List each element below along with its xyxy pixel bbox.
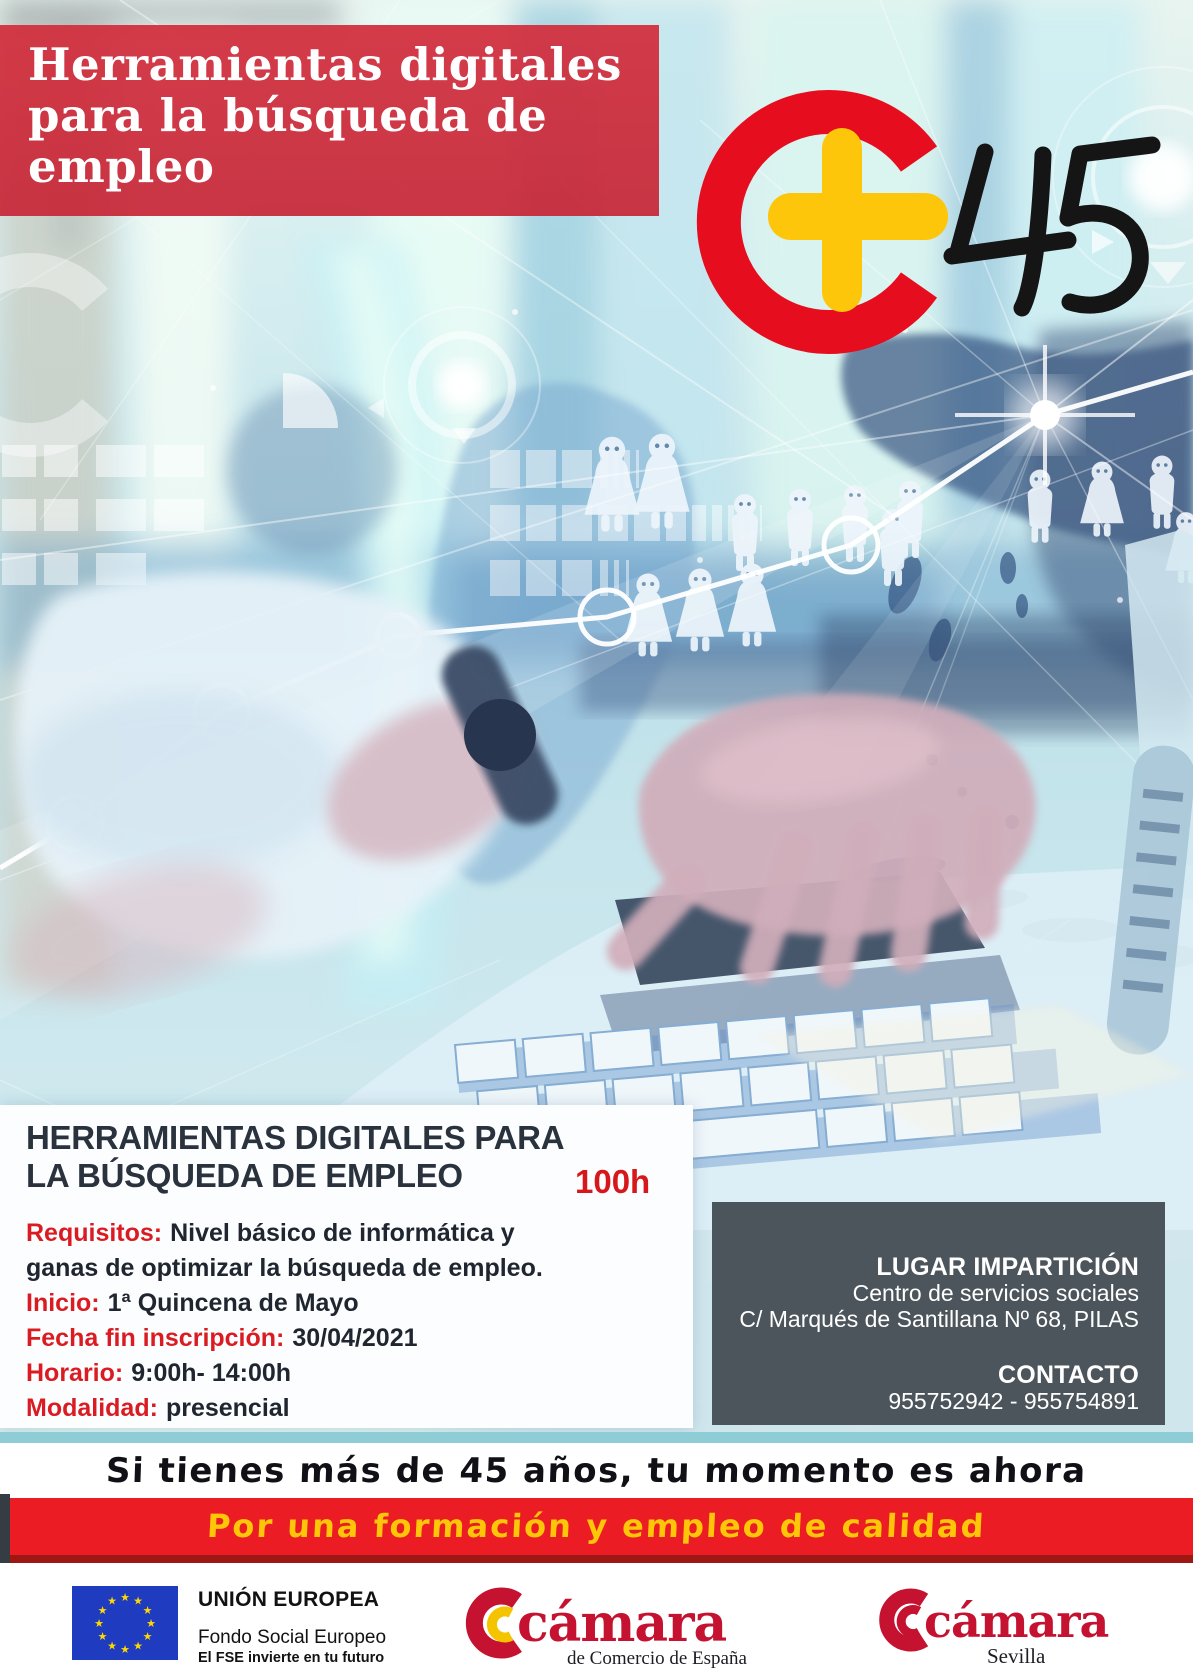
red-banner xyxy=(0,1498,1193,1555)
eu-line2: El FSE invierte en tu futuro xyxy=(198,1650,385,1666)
eu-title: UNIÓN EUROPEA xyxy=(198,1588,380,1611)
logo-45-number xyxy=(952,145,1152,308)
svg-text:★: ★ xyxy=(94,1617,104,1630)
course-row-fecha-fin: Fecha fin inscripción: 30/04/2021 xyxy=(26,1324,418,1352)
svg-text:★: ★ xyxy=(133,1594,143,1608)
svg-text:★: ★ xyxy=(120,1643,130,1656)
title-banner xyxy=(0,25,659,216)
camara-subtitle: de Comercio de España xyxy=(567,1648,747,1669)
c-plus-45-logo xyxy=(640,70,1193,380)
svg-text:★: ★ xyxy=(120,1591,130,1604)
tagline-strip xyxy=(0,1443,1193,1498)
svg-text:★: ★ xyxy=(107,1639,117,1653)
camara-subtitle: Sevilla xyxy=(987,1644,1046,1668)
camara-c-inner xyxy=(901,1610,919,1634)
svg-text:★: ★ xyxy=(133,1639,143,1653)
svg-text:★: ★ xyxy=(146,1617,156,1630)
location-box xyxy=(712,1202,1165,1425)
course-row-modalidad: Modalidad: presencial xyxy=(26,1394,290,1422)
title-line: empleo xyxy=(28,140,215,193)
title-line: Herramientas digitales xyxy=(28,38,622,91)
left-notch xyxy=(0,1494,10,1563)
course-title: HERRAMIENTAS DIGITALES PARA LA BÚSQUEDA DE EMPLEO xyxy=(26,1119,564,1194)
eu-line1: Fondo Social Europeo xyxy=(198,1627,387,1648)
teal-divider xyxy=(0,1432,1193,1443)
camara-c-inner-yellow xyxy=(492,1612,511,1638)
camara-espana-logo xyxy=(455,1583,755,1671)
title-line: para la búsqueda de xyxy=(28,89,548,142)
course-row-requisitos-cont: ganas de optimizar la búsqueda de empleo. xyxy=(26,1254,543,1282)
course-info-box xyxy=(0,1105,693,1428)
footer xyxy=(0,1563,1193,1677)
svg-text:★: ★ xyxy=(142,1630,153,1643)
banner-underline xyxy=(0,1555,1193,1563)
banner-text: Por una formación y empleo de calidad xyxy=(206,1507,987,1545)
location-address-1: Centro de servicios sociales xyxy=(852,1280,1139,1306)
eu-flag-icon xyxy=(72,1586,178,1660)
course-row-requisitos: Requisitos: Nivel básico de informática y xyxy=(26,1219,515,1247)
svg-text:★: ★ xyxy=(97,1630,108,1643)
camara-wordmark: cámara xyxy=(924,1594,1109,1648)
camara-wordmark: cámara xyxy=(517,1593,727,1654)
contact-phones: 955752942 - 955754891 xyxy=(888,1388,1139,1414)
eu-text-block xyxy=(198,1588,386,1666)
svg-text:★: ★ xyxy=(97,1604,108,1617)
tagline-text: Si tienes más de 45 años, tu momento es ahora xyxy=(105,1451,1088,1491)
camara-sevilla-logo xyxy=(872,1585,1142,1669)
svg-text:★: ★ xyxy=(142,1604,153,1617)
course-row-horario: Horario: 9:00h- 14:00h xyxy=(26,1359,292,1387)
course-details xyxy=(26,1216,673,1426)
course-row-inicio: Inicio: 1ª Quincena de Mayo xyxy=(26,1289,359,1317)
location-address-2: C/ Marqués de Santillana Nº 68, PILAS xyxy=(739,1306,1139,1332)
location-title: LUGAR IMPARTICIÓN xyxy=(876,1253,1139,1281)
svg-text:★: ★ xyxy=(107,1594,117,1608)
course-hours: 100h xyxy=(575,1163,651,1200)
contact-title: CONTACTO xyxy=(998,1361,1139,1389)
